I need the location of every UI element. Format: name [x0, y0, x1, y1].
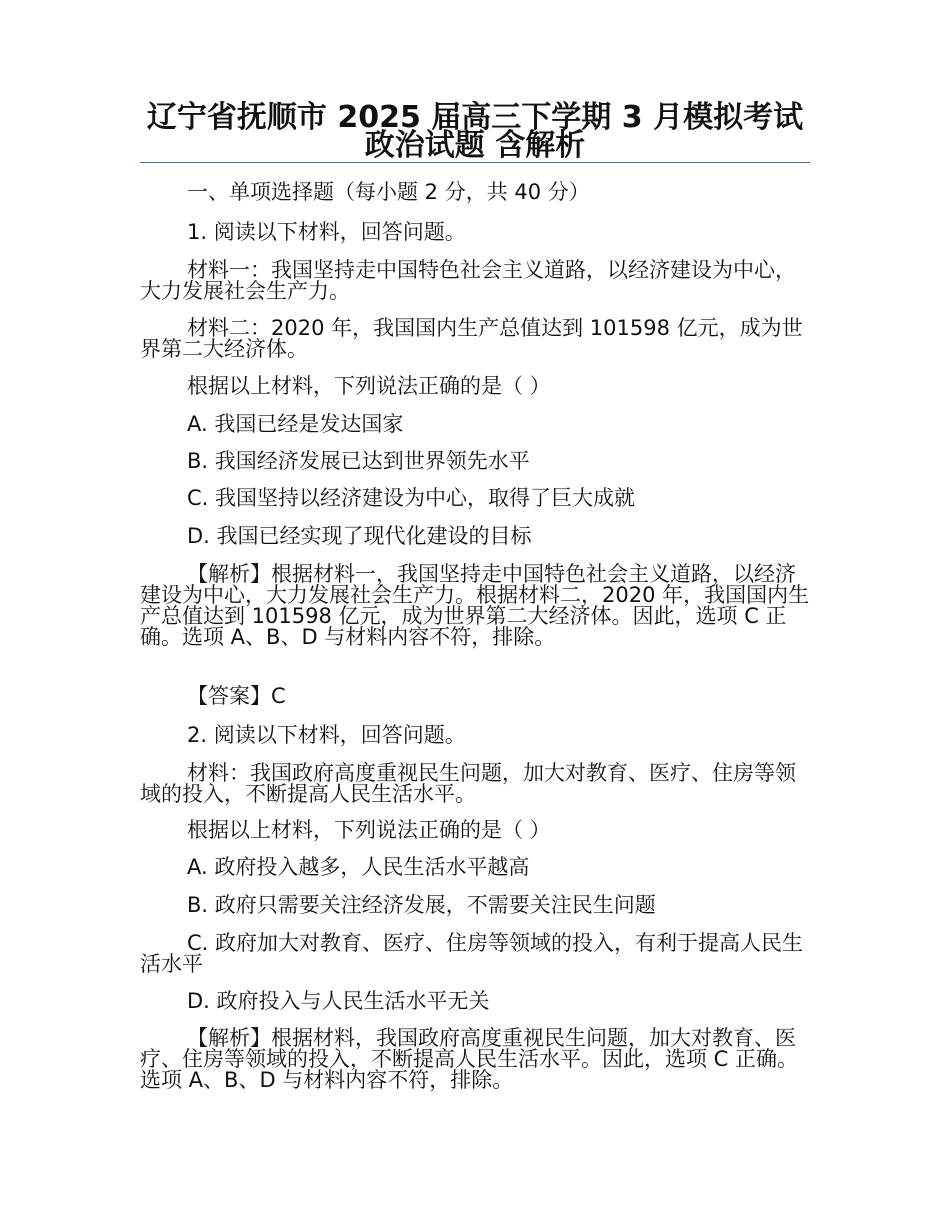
question-1-option-c: C. 我国坚持以经济建设为中心，取得了巨大成就: [187, 486, 636, 510]
section-heading: 一、单项选择题（每小题 2 分，共 40 分）: [187, 180, 590, 204]
question-1-analysis: 【解析】根据材料一，我国坚持走中国特色社会主义道路，以经济建设为中心，大力发展社会生产力。根据材料二，2020 年，我国国内生产总值达到 101598 亿元，成为世界第二大经济体。因此，选项 C 正确。选项 A、B、D 与材料内容不符，排除。: [140, 562, 810, 649]
question-1-answer: 【答案】C: [187, 684, 286, 708]
question-2-option-d: D. 政府投入与人民生活水平无关: [187, 989, 490, 1013]
document-title: 辽宁省抚顺市 2025 届高三下学期 3 月模拟考试政治试题 含解析: [146, 100, 804, 163]
question-1-material-1: 材料一：我国坚持走中国特色社会主义道路，以经济建设为中心，大力发展社会生产力。: [140, 258, 796, 303]
question-1-material-2: 材料二：2020 年，我国国内生产总值达到 101598 亿元，成为世界第二大经济体。: [140, 316, 803, 361]
question-2-option-a: A. 政府投入越多，人民生活水平越高: [187, 855, 530, 879]
question-2-prompt: 根据以上材料，下列说法正确的是（ ）: [187, 818, 551, 842]
question-2-option-b: B. 政府只需要关注经济发展，不需要关注民生问题: [187, 893, 656, 917]
question-1-prompt: 根据以上材料，下列说法正确的是（ ）: [187, 374, 551, 398]
question-2-material: 材料：我国政府高度重视民生问题，加大对教育、医疗、住房等领域的投入，不断提高人民生活水平。: [140, 761, 796, 806]
question-1-option-b: B. 我国经济发展已达到世界领先水平: [187, 449, 530, 473]
question-1-stem: 1. 阅读以下材料，回答问题。: [187, 220, 466, 244]
question-2-stem: 2. 阅读以下材料，回答问题。: [187, 723, 466, 747]
question-1-option-a: A. 我国已经是发达国家: [187, 412, 404, 436]
title-underline: [140, 162, 810, 163]
question-2-analysis: 【解析】根据材料，我国政府高度重视民生问题，加大对教育、医疗、住房等领域的投入，不断提高人民生活水平。因此，选项 C 正确。选项 A、B、D 与材料内容不符，排除。: [140, 1026, 799, 1092]
question-1-option-d: D. 我国已经实现了现代化建设的目标: [187, 524, 532, 548]
question-2-option-c: C. 政府加大对教育、医疗、住房等领域的投入，有利于提高人民生活水平: [140, 931, 804, 976]
